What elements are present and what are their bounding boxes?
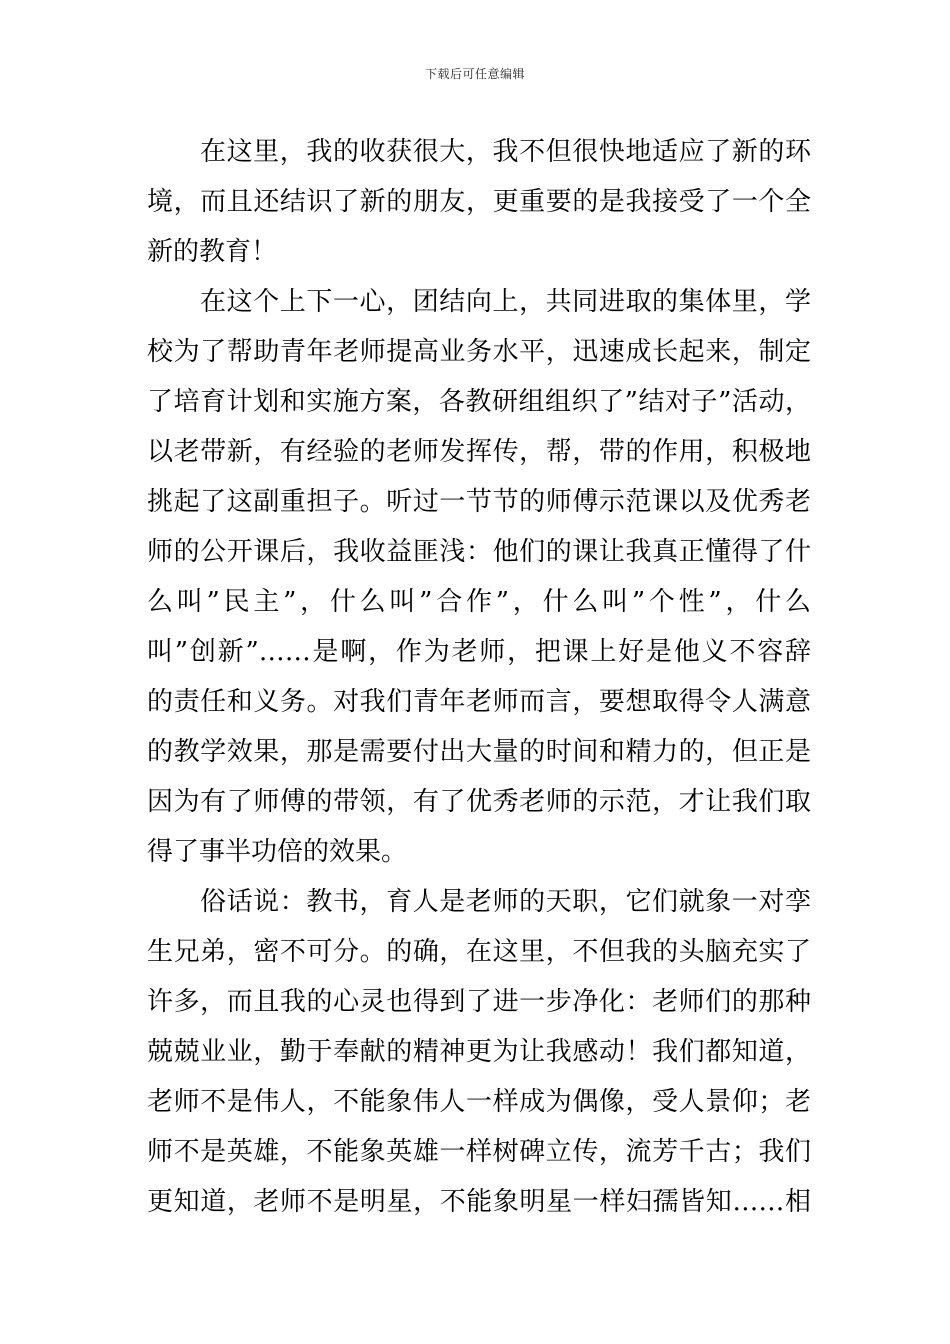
- text-line: 许多，而且我的心灵也得到了进一步净化：老师们的那种: [147, 987, 811, 1017]
- text-line: 的教学效果，那是需要付出大量的时间和精力的，但正是: [147, 737, 811, 767]
- text-line: 师的公开课后，我收益匪浅：他们的课让我真正懂得了什: [147, 537, 811, 567]
- text-line: 更知道，老师不是明星，不能象明星一样妇孺皆知……相: [147, 1187, 811, 1217]
- text-line: 师不是英雄，不能象英雄一样树碑立传，流芳千古；我们: [147, 1137, 811, 1167]
- text-line: 的责任和义务。对我们青年老师而言，要想取得令人满意: [147, 687, 811, 717]
- text-line: 老师不是伟人，不能象伟人一样成为偶像，受人景仰；老: [147, 1087, 811, 1117]
- text-line: 因为有了师傅的带领，有了优秀老师的示范，才让我们取: [147, 787, 811, 817]
- text-line: 以老带新，有经验的老师发挥传，帮，带的作用，积极地: [147, 437, 811, 467]
- text-line: 挑起了这副重担子。听过一节节的师傅示范课以及优秀老: [147, 487, 811, 517]
- text-line: 境，而且还结识了新的朋友，更重要的是我接受了一个全: [147, 187, 811, 217]
- header-note: 下载后可任意编辑: [424, 67, 525, 81]
- text-line: 叫”创新”……是啊，作为老师，把课上好是他义不容辞: [147, 637, 811, 667]
- text-line: 在这个上下一心，团结向上，共同进取的集体里，学: [200, 287, 811, 317]
- text-line: 校为了帮助青年老师提高业务水平，迅速成长起来，制定: [147, 337, 811, 367]
- text-line: 生兄弟，密不可分。的确，在这里，不但我的头脑充实了: [147, 937, 811, 967]
- text-line: 么叫”民主”，什么叫”合作”，什么叫”个性”，什么: [147, 587, 811, 617]
- text-line: 新的教育！: [147, 237, 278, 267]
- text-line: 兢兢业业，勤于奉献的精神更为让我感动！我们都知道，: [147, 1037, 811, 1067]
- text-line: 了培育计划和实施方案，各教研组组织了”结对子”活动，: [147, 387, 811, 417]
- text-line: 俗话说：教书，育人是老师的天职，它们就象一对孪: [200, 887, 811, 917]
- body-text: [147, 127, 811, 1227]
- text-line: 在这里，我的收获很大，我不但很快地适应了新的环: [200, 137, 811, 167]
- text-line: 得了事半功倍的效果。: [147, 837, 408, 867]
